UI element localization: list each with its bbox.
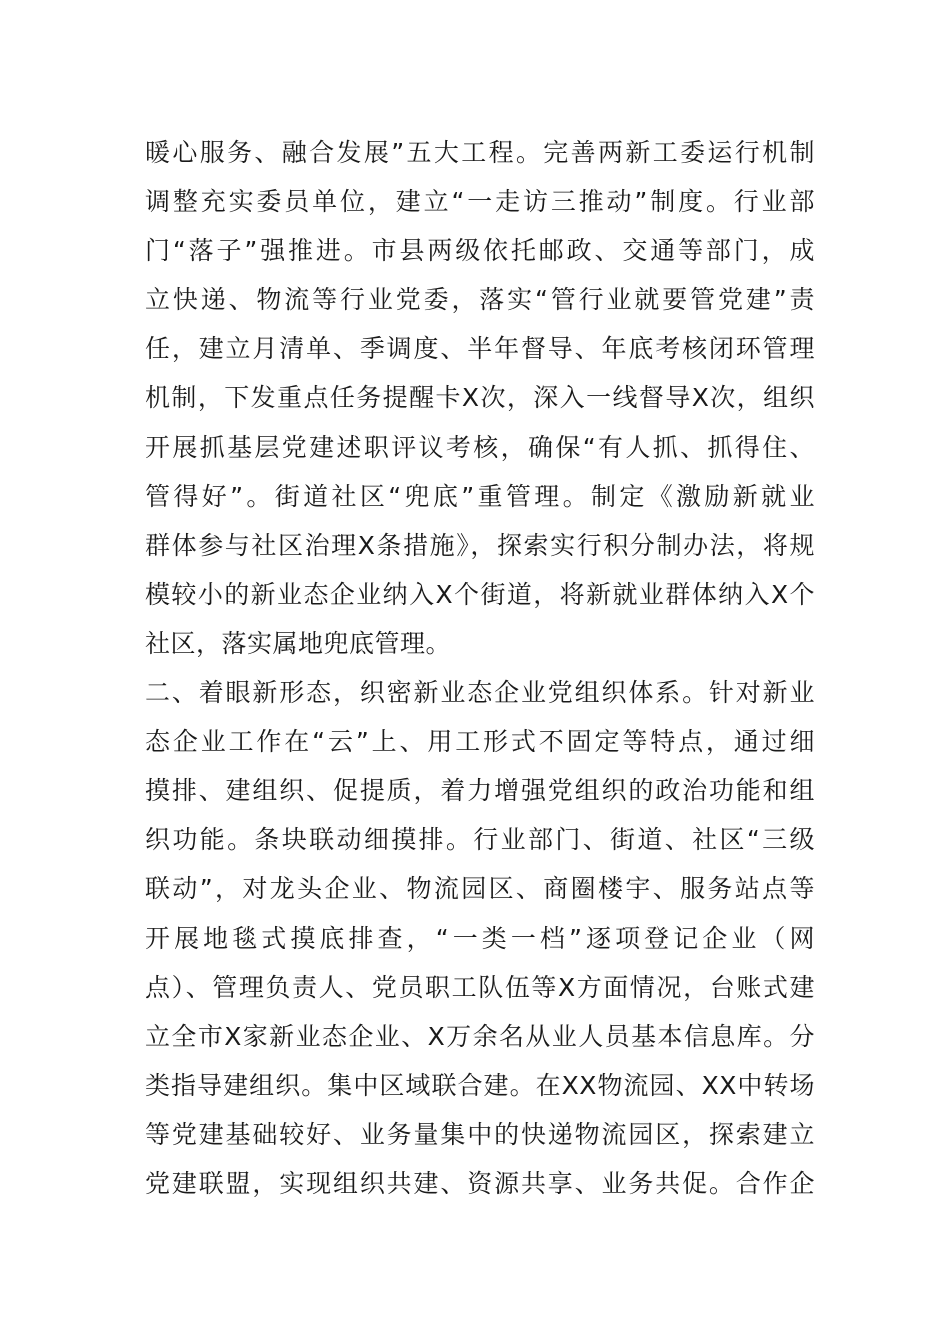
text-line: 织功能。条块联动细摸排。行业部门、街道、社区“三级	[145, 825, 815, 855]
text-line: 暖心服务、融合发展”五大工程。完善两新工委运行机制	[145, 138, 815, 167]
text-line: 点）、管理负责人、党员职工队伍等X方面情况，台账式建	[145, 972, 815, 1002]
body-text	[145, 128, 815, 1208]
text-line: 模较小的新业态企业纳入X个街道，将新就业群体纳入X个	[145, 579, 815, 609]
text-line: 管得好”。街道社区“兜底”重管理。制定《激励新就业	[145, 481, 815, 511]
text-line: 态企业工作在“云”上、用工形式不固定等特点，通过细	[145, 727, 815, 757]
text-line: 调整充实委员单位，建立“一走访三推动”制度。行业部	[145, 187, 815, 217]
section-heading-line: 二、着眼新形态，织密新业态企业党组织体系。针对新业	[145, 678, 815, 708]
text-line: 立快递、物流等行业党委，落实“管行业就要管党建”责	[145, 285, 815, 315]
text-line: 社区，落实属地兜底管理。	[145, 628, 452, 658]
text-line: 机制，下发重点任务提醒卡X次，深入一线督导X次，组织	[145, 383, 815, 413]
text-line: 类指导建组织。集中区域联合建。在XX物流园、XX中转场	[145, 1070, 815, 1100]
text-line: 群体参与社区治理X条措施》，探索实行积分制办法，将规	[145, 530, 815, 560]
text-line: 等党建基础较好、业务量集中的快递物流园区，探索建立	[145, 1119, 815, 1149]
text-line: 任，建立月清单、季调度、半年督导、年底考核闭环管理	[145, 334, 815, 364]
text-line: 联动”，对龙头企业、物流园区、商圈楼宇、服务站点等	[145, 874, 815, 904]
text-line: 党建联盟，实现组织共建、资源共享、业务共促。合作企	[145, 1168, 815, 1198]
text-line: 门“落子”强推进。市县两级依托邮政、交通等部门，成	[145, 236, 815, 266]
text-line: 立全市X家新业态企业、X万余名从业人员基本信息库。分	[145, 1021, 815, 1051]
text-line: 摸排、建组织、促提质，着力增强党组织的政治功能和组	[145, 776, 815, 806]
text-line: 开展抓基层党建述职评议考核，确保“有人抓、抓得住、	[145, 432, 815, 462]
text-line: 开展地毯式摸底排查，“一类一档”逐项登记企业（网	[145, 923, 815, 953]
